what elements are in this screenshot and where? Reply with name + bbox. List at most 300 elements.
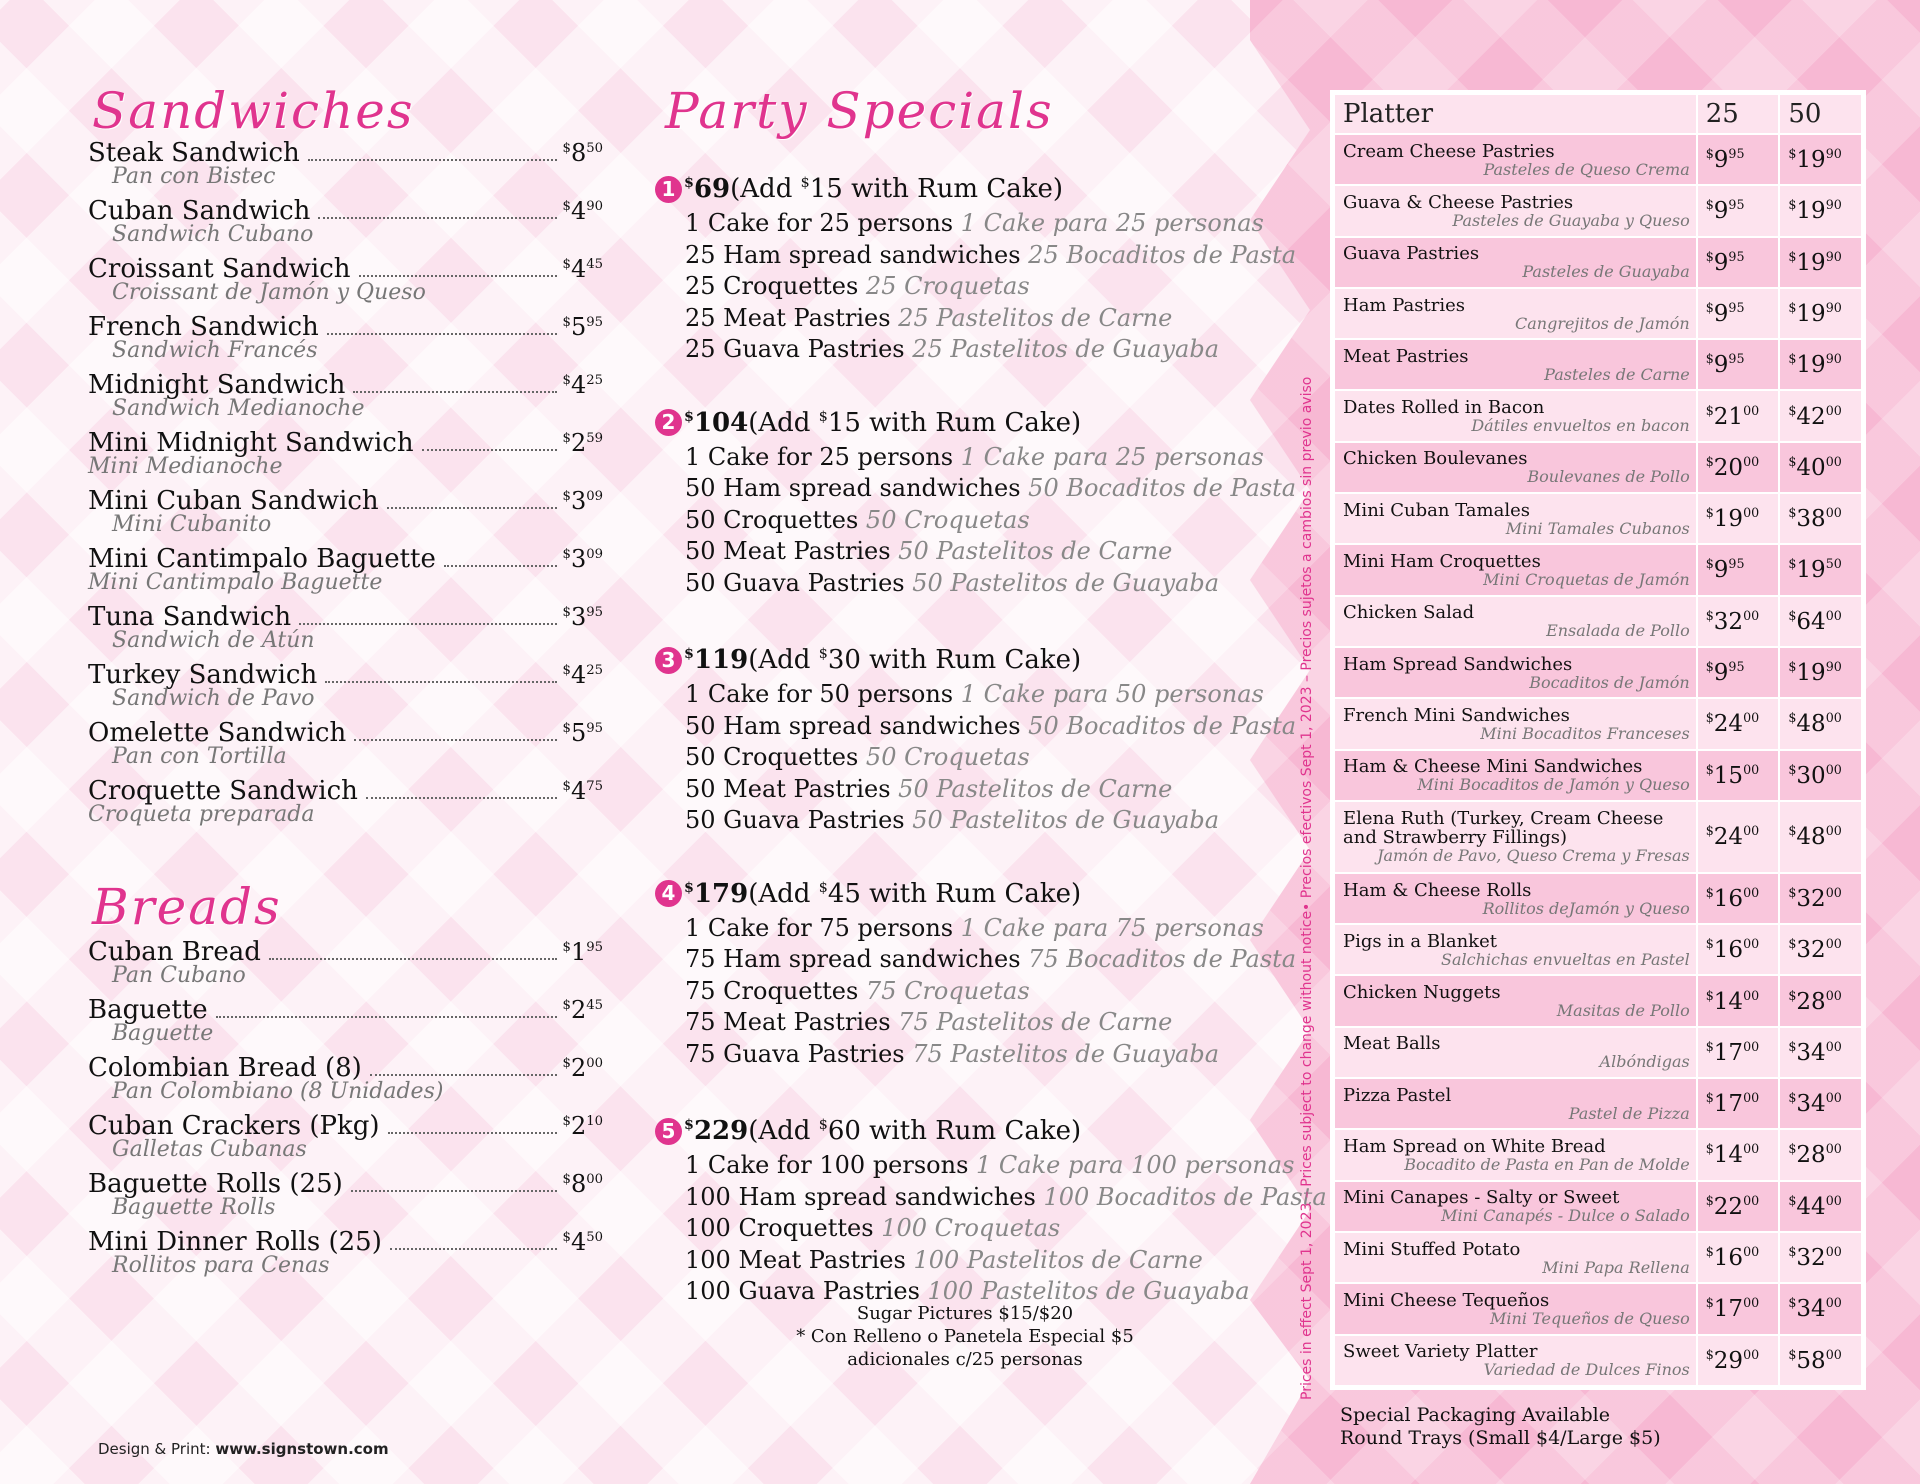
- platter-item-subtitle: Mini Canapés - Dulce o Salado: [1441, 1206, 1690, 1226]
- platter-row: [1334, 134, 1862, 185]
- special-heading: [655, 170, 1275, 208]
- platter-header-25: 25: [1697, 94, 1780, 134]
- platter-price-25: [1697, 1078, 1780, 1129]
- special-line: 100 Ham spread sandwiches 100 Bocaditos de Pasta: [685, 1182, 1327, 1211]
- price-value: $^{\$}64^{00}$: [1788, 607, 1842, 635]
- platter-item-name: Chicken Boulevanes: [1343, 448, 1528, 470]
- party-special: [655, 1112, 1327, 1308]
- footnote-line: * Con Relleno o Panetela Especial $5: [796, 1326, 1134, 1347]
- platter-item-subtitle: Bocadito de Pasta en Pan de Molde: [1404, 1154, 1690, 1174]
- price-value: $^{\$}9^{95}$: [1705, 146, 1745, 174]
- party-special: [655, 404, 1297, 600]
- dotted-leader: [325, 680, 556, 683]
- price-value: $^{\$}40^{00}$: [1788, 454, 1842, 481]
- menu-item-subtitle: Sandwich Cubano: [112, 222, 314, 247]
- platter-item-name: Chicken Nuggets: [1343, 982, 1501, 1004]
- price-notice: Prices in effect Sept 1, 2023 – Prices subject to change without notice• Precios efectivos Sept 1, 2023 – Precios sujetos a cambios sin previo aviso: [1299, 376, 1315, 1400]
- platter-item: [1334, 1027, 1697, 1078]
- platter-price-50: [1779, 1129, 1862, 1180]
- platter-header-50: 50: [1779, 94, 1862, 134]
- special-price: $119: [684, 645, 749, 675]
- party-special: [655, 875, 1297, 1071]
- special-line-spanish: 1 Cake para 75 personas: [960, 913, 1264, 942]
- menu-item-price: $^{\$}4^{75}$: [562, 777, 603, 805]
- price-value: $^{\$}32^{00}$: [1788, 1244, 1842, 1271]
- special-line: 25 Guava Pastries 25 Pastelitos de Guayaba: [685, 335, 1220, 363]
- platter-row: [1334, 924, 1862, 975]
- platter-item-name: Pizza Pastel: [1343, 1084, 1452, 1106]
- platter-item: [1334, 288, 1697, 339]
- platter-price-25: [1697, 1283, 1780, 1334]
- dotted-leader: [444, 564, 557, 567]
- platter-row: [1334, 339, 1862, 390]
- price-value: $^{\$}28^{00}$: [1788, 987, 1842, 1015]
- menu-item-name: Mini Cuban Sandwich: [88, 486, 379, 516]
- platter-price-50: [1779, 544, 1862, 595]
- menu-item-price: $^{\$}3^{09}$: [562, 487, 603, 515]
- special-line-spanish: 50 Pastelitos de Carne: [898, 537, 1173, 565]
- price-value: $^{\$}48^{00}$: [1788, 823, 1842, 851]
- special-line: 50 Meat Pastries 50 Pastelitos de Carne: [685, 774, 1173, 803]
- platter-item-name: Meat Pastries: [1343, 345, 1469, 367]
- platter-item-name: Guava Pastries: [1343, 243, 1480, 265]
- platter-item: [1334, 185, 1697, 236]
- platter-item-name: Guava & Cheese Pastries: [1343, 191, 1574, 213]
- price-value: $^{\$}34^{00}$: [1788, 1090, 1842, 1118]
- platter-price-50: [1779, 1027, 1862, 1078]
- menu-item-name: Turkey Sandwich: [88, 660, 318, 690]
- menu-item-subtitle: Mini Cubanito: [112, 512, 272, 537]
- menu-item: [88, 544, 603, 602]
- special-line: 50 Meat Pastries 50 Pastelitos de Carne: [685, 537, 1173, 565]
- platter-item: [1334, 390, 1697, 441]
- platter-price-50: [1779, 750, 1862, 801]
- menu-item-price: $^{\$}1^{95}$: [562, 938, 603, 966]
- menu-item-subtitle: Croqueta preparada: [88, 802, 315, 827]
- platter-header-row: [1334, 94, 1862, 134]
- special-line-spanish: 25 Bocaditos de Pasta: [1028, 240, 1297, 269]
- breads-title: Breads: [92, 878, 282, 936]
- platter-item-subtitle: Mini Bocaditos Franceses: [1480, 723, 1690, 743]
- price-value: $^{\$}44^{00}$: [1788, 1192, 1842, 1220]
- platter-price-25: [1697, 1181, 1780, 1232]
- menu-item-name: Tuna Sandwich: [88, 602, 292, 632]
- platter-row: [1334, 237, 1862, 288]
- platter-price-50: [1779, 442, 1862, 493]
- menu-item: [88, 370, 603, 428]
- menu-item-subtitle: Rollitos para Cenas: [112, 1253, 330, 1278]
- special-line-spanish: 75 Bocaditos de Pasta: [1028, 945, 1297, 973]
- footnote-line: adicionales c/25 personas: [847, 1349, 1083, 1370]
- platter-price-50: [1779, 1283, 1862, 1334]
- price-value: $^{\$}42^{00}$: [1788, 402, 1842, 430]
- platter-item: [1334, 1335, 1697, 1386]
- menu-item-price: $^{\$}8^{00}$: [562, 1170, 603, 1198]
- price-value: $^{\$}22^{00}$: [1705, 1192, 1760, 1220]
- menu-item-name: Midnight Sandwich: [88, 370, 346, 400]
- menu-item-price: $^{\$}2^{00}$: [562, 1054, 603, 1082]
- menu-item-subtitle: Sandwich de Atún: [112, 628, 315, 653]
- menu-item-price: $^{\$}4^{50}$: [562, 1228, 603, 1256]
- special-line-spanish: 1 Cake para 25 personas: [960, 442, 1264, 471]
- menu-item-name: Croquette Sandwich: [88, 776, 358, 806]
- dotted-leader: [353, 390, 556, 393]
- dotted-leader: [422, 448, 557, 451]
- special-line-spanish: 50 Pastelitos de Carne: [898, 774, 1173, 803]
- price-value: $^{\$}34^{00}$: [1788, 1038, 1842, 1066]
- menu-item-name: Cuban Sandwich: [88, 196, 311, 226]
- platter-item-name: Ham Spread on White Bread: [1343, 1135, 1606, 1157]
- sandwiches-list: [88, 138, 603, 834]
- price-value: $^{\$}19^{90}$: [1788, 351, 1842, 379]
- special-rum-cake-addon: (Add $45 with Rum Cake): [748, 878, 1082, 909]
- packaging-line: Round Trays (Small $4/Large $5): [1340, 1427, 1661, 1449]
- special-line-spanish: 100 Croquetas: [881, 1214, 1061, 1242]
- platter-price-50: [1779, 873, 1862, 924]
- price-value: $^{\$}29^{00}$: [1705, 1346, 1760, 1374]
- special-number-badge: 3: [655, 647, 682, 674]
- platter-price-50: [1779, 1335, 1862, 1386]
- menu-item-subtitle: Sandwich Francés: [112, 338, 318, 363]
- menu-item: [88, 1053, 603, 1111]
- platter-item-subtitle: Mini Tamales Cubanos: [1505, 518, 1690, 538]
- menu-item-price: $^{\$}5^{95}$: [562, 313, 603, 341]
- special-line: 50 Guava Pastries 50 Pastelitos de Guayaba: [685, 568, 1220, 597]
- special-line: 100 Croquettes 100 Croquetas: [685, 1214, 1061, 1242]
- party-special: [655, 170, 1297, 366]
- menu-item-price: $^{\$}2^{59}$: [562, 429, 603, 457]
- menu-item: [88, 718, 603, 776]
- special-price: $179: [684, 878, 749, 909]
- dotted-leader: [351, 1189, 557, 1192]
- special-line: 75 Guava Pastries 75 Pastelitos de Guayaba: [685, 1039, 1220, 1068]
- platter-item: [1334, 647, 1697, 698]
- platter-price-25: [1697, 750, 1780, 801]
- platter-price-25: [1697, 1027, 1780, 1078]
- platter-row: [1334, 647, 1862, 698]
- platter-row: [1334, 596, 1862, 647]
- platter-item-subtitle: Cangrejitos de Jamón: [1514, 313, 1690, 333]
- menu-item: [88, 602, 603, 660]
- price-value: $^{\$}48^{00}$: [1788, 710, 1842, 738]
- platter-item-name: Pigs in a Blanket: [1343, 930, 1497, 952]
- special-line-spanish: 50 Pastelitos de Guayaba: [912, 568, 1220, 597]
- special-line-spanish: 1 Cake para 50 personas: [960, 680, 1264, 708]
- platter-row: [1334, 1129, 1862, 1180]
- platter-item-name: Mini Cuban Tamales: [1343, 499, 1530, 521]
- platter-price-50: [1779, 596, 1862, 647]
- platter-price-25: [1697, 1129, 1780, 1180]
- platter-row: [1334, 873, 1862, 924]
- price-value: $^{\$}24^{00}$: [1705, 823, 1760, 851]
- design-credit: [98, 1440, 389, 1458]
- platter-item: [1334, 801, 1697, 873]
- menu-item-subtitle: Sandwich Medianoche: [112, 396, 365, 421]
- menu-item: [88, 428, 603, 486]
- price-value: $^{\$}9^{95}$: [1705, 556, 1745, 584]
- platter-item-subtitle: Pastel de Pizza: [1568, 1103, 1690, 1123]
- party-specials-title: Party Specials: [665, 82, 1054, 140]
- platter-item-subtitle: Mini Croquetas de Jamón: [1483, 570, 1690, 590]
- special-line-spanish: 1 Cake para 100 personas: [976, 1151, 1295, 1179]
- platter-price-50: [1779, 1078, 1862, 1129]
- platter-item-name: French Mini Sandwiches: [1343, 704, 1570, 726]
- platter-price-25: [1697, 975, 1780, 1026]
- menu-item: [88, 937, 603, 995]
- platter-price-25: [1697, 442, 1780, 493]
- price-value: $^{\$}19^{50}$: [1788, 556, 1842, 584]
- platter-price-50: [1779, 801, 1862, 873]
- special-line: 1 Cake for 50 persons 1 Cake para 50 personas: [685, 680, 1264, 708]
- platter-item-subtitle: Mini Tequeños de Queso: [1490, 1308, 1690, 1328]
- menu-item-name: Steak Sandwich: [88, 138, 300, 168]
- price-value: $^{\$}24^{00}$: [1705, 710, 1760, 738]
- platter-item-name: Elena Ruth (Turkey, Cream Cheese and Strawberry Fillings): [1343, 808, 1664, 849]
- platter-price-50: [1779, 1232, 1862, 1283]
- menu-item: [88, 196, 603, 254]
- special-line: 50 Ham spread sandwiches 50 Bocaditos de Pasta: [685, 474, 1297, 502]
- platter-item-subtitle: Pasteles de Guayaba: [1522, 262, 1690, 282]
- special-line-spanish: 1 Cake para 25 personas: [960, 209, 1264, 237]
- dotted-leader: [354, 738, 556, 741]
- platter-item-subtitle: Mini Papa Rellena: [1542, 1257, 1690, 1277]
- menu-item-price: $^{\$}4^{25}$: [562, 371, 603, 399]
- price-value: $^{\$}9^{95}$: [1705, 300, 1745, 327]
- platter-row: [1334, 1181, 1862, 1232]
- platter-item-subtitle: Jamón de Pavo, Queso Crema y Fresas: [1377, 846, 1690, 866]
- special-number-badge: 4: [655, 880, 682, 907]
- menu-item-subtitle: Pan con Tortilla: [112, 744, 287, 769]
- platter-price-25: [1697, 134, 1780, 185]
- platter-price-50: [1779, 647, 1862, 698]
- menu-item-name: Mini Midnight Sandwich: [88, 428, 414, 458]
- menu-item-price: $^{\$}2^{10}$: [562, 1112, 603, 1140]
- platter-item-subtitle: Masitas de Pollo: [1556, 1001, 1690, 1021]
- platter-item-name: Sweet Variety Platter: [1343, 1341, 1538, 1363]
- platter-item: [1334, 750, 1697, 801]
- platter-row: [1334, 1335, 1862, 1386]
- platter-item-subtitle: Mini Bocaditos de Jamón y Queso: [1417, 775, 1690, 795]
- menu-item-subtitle: Pan Cubano: [112, 963, 246, 988]
- special-line-spanish: 50 Bocaditos de Pasta: [1028, 711, 1297, 740]
- packaging-line: Special Packaging Available: [1340, 1404, 1610, 1426]
- dotted-leader: [269, 957, 557, 960]
- dotted-leader: [390, 1247, 557, 1250]
- platter-price-25: [1697, 544, 1780, 595]
- platter-item: [1334, 596, 1697, 647]
- platter-item-subtitle: Pasteles de Carne: [1544, 364, 1690, 384]
- special-rum-cake-addon: (Add $30 with Rum Cake): [748, 645, 1082, 675]
- menu-item-subtitle: Mini Medianoche: [88, 454, 283, 479]
- price-value: $^{\$}14^{00}$: [1705, 987, 1760, 1015]
- special-line-spanish: 75 Croquetas: [865, 976, 1030, 1005]
- platter-item: [1334, 1283, 1697, 1334]
- platter-item-name: Meat Balls: [1343, 1033, 1441, 1055]
- special-line: 75 Croquettes 75 Croquetas: [685, 976, 1030, 1005]
- special-number-badge: 2: [655, 409, 682, 436]
- platter-item: [1334, 873, 1697, 924]
- special-number-badge: 5: [655, 1118, 682, 1145]
- platter-price-25: [1697, 1232, 1780, 1283]
- menu-item: [88, 660, 603, 718]
- price-value: $^{\$}58^{00}$: [1788, 1346, 1842, 1374]
- price-value: $^{\$}34^{00}$: [1788, 1295, 1842, 1323]
- price-value: $^{\$}20^{00}$: [1705, 454, 1760, 481]
- menu-item-name: French Sandwich: [88, 312, 319, 342]
- platter-item-name: Ham Pastries: [1343, 294, 1465, 316]
- platter-price-25: [1697, 647, 1780, 698]
- platter-item-name: Ham & Cheese Mini Sandwiches: [1343, 756, 1643, 778]
- price-value: $^{\$}19^{90}$: [1788, 248, 1842, 276]
- menu-item-name: Baguette Rolls (25): [88, 1169, 343, 1199]
- menu-item-name: Mini Cantimpalo Baguette: [88, 544, 436, 574]
- platter-price-50: [1779, 1181, 1862, 1232]
- platter-price-50: [1779, 237, 1862, 288]
- special-line-spanish: 100 Bocaditos de Pasta: [1043, 1182, 1327, 1211]
- menu-item-name: Cuban Crackers (Pkg): [88, 1111, 380, 1141]
- special-line: 100 Meat Pastries 100 Pastelitos de Carne: [685, 1245, 1203, 1274]
- menu-item-subtitle: Sandwich de Pavo: [112, 686, 315, 711]
- platter-price-50: [1779, 134, 1862, 185]
- menu-item-name: Cuban Bread: [88, 937, 261, 967]
- platter-item: [1334, 1078, 1697, 1129]
- price-value: $^{\$}9^{95}$: [1705, 248, 1745, 276]
- platter-price-25: [1697, 596, 1780, 647]
- platter-item-subtitle: Boulevanes de Pollo: [1527, 467, 1690, 487]
- menu-item: [88, 1111, 603, 1169]
- price-value: $^{\$}21^{00}$: [1705, 402, 1760, 430]
- menu-item-name: Croissant Sandwich: [88, 254, 351, 284]
- dotted-leader: [318, 216, 556, 219]
- platter-item: [1334, 924, 1697, 975]
- platter-header: Platter: [1334, 94, 1697, 134]
- menu-item-name: Omelette Sandwich: [88, 718, 347, 748]
- platter-item: [1334, 975, 1697, 1026]
- platter-item: [1334, 134, 1697, 185]
- menu-item-subtitle: Baguette: [112, 1021, 214, 1046]
- menu-item-subtitle: Baguette Rolls: [112, 1195, 276, 1220]
- special-heading: [655, 875, 1275, 913]
- platter-price-50: [1779, 924, 1862, 975]
- special-heading: [655, 1112, 1275, 1150]
- special-line: 25 Ham spread sandwiches 25 Bocaditos de Pasta: [685, 240, 1297, 269]
- price-value: $^{\$}14^{00}$: [1705, 1141, 1760, 1169]
- special-line-spanish: 75 Pastelitos de Carne: [898, 1008, 1173, 1036]
- platter-price-25: [1697, 288, 1780, 339]
- platter-item-name: Ham Spread Sandwiches: [1343, 653, 1573, 675]
- platter-price-25: [1697, 185, 1780, 236]
- special-rum-cake-addon: (Add $15 with Rum Cake): [730, 174, 1064, 204]
- footnote-line: Sugar Pictures $15/$20: [856, 1303, 1074, 1324]
- menu-item-name: Mini Dinner Rolls (25): [88, 1227, 382, 1257]
- platter-row: [1334, 1027, 1862, 1078]
- price-value: $^{\$}19^{90}$: [1788, 659, 1842, 687]
- platter-item: [1334, 544, 1697, 595]
- menu-item-subtitle: Galletas Cubanas: [112, 1137, 307, 1162]
- special-line: 1 Cake for 100 persons 1 Cake para 100 personas: [685, 1151, 1295, 1179]
- party-special: [655, 641, 1297, 837]
- platter-item: [1334, 1181, 1697, 1232]
- price-value: $^{\$}17^{00}$: [1705, 1295, 1760, 1323]
- price-value: $^{\$}32^{00}$: [1788, 936, 1842, 964]
- platter-table: [1333, 93, 1863, 1387]
- dotted-leader: [388, 1131, 557, 1134]
- price-value: $^{\$}28^{00}$: [1788, 1141, 1842, 1169]
- special-line-spanish: 25 Pastelitos de Carne: [898, 303, 1173, 332]
- sandwiches-title: Sandwiches: [92, 82, 415, 140]
- special-line-spanish: 50 Bocaditos de Pasta: [1028, 474, 1297, 502]
- packaging-note: [1340, 1404, 1661, 1450]
- platter-price-25: [1697, 873, 1780, 924]
- platter-item-name: Ham & Cheese Rolls: [1343, 879, 1532, 901]
- platter-row: [1334, 1078, 1862, 1129]
- special-price: $69: [684, 174, 731, 204]
- price-value: $^{\$}19^{90}$: [1788, 197, 1842, 225]
- platter-row: [1334, 975, 1862, 1026]
- special-line: 25 Meat Pastries 25 Pastelitos de Carne: [685, 303, 1173, 332]
- platter-item-subtitle: Salchichas envueltas en Pastel: [1440, 949, 1690, 969]
- platter-item-name: Chicken Salad: [1343, 602, 1475, 624]
- dotted-leader: [216, 1015, 557, 1018]
- menu-item-price: $^{\$}4^{90}$: [562, 197, 603, 225]
- platter-item-subtitle: Pasteles de Guayaba y Queso: [1452, 210, 1690, 230]
- menu-item: [88, 312, 603, 370]
- platter-row: [1334, 442, 1862, 493]
- dotted-leader: [370, 1073, 557, 1076]
- platter-row: [1334, 390, 1862, 441]
- platter-row: [1334, 1283, 1862, 1334]
- platter-row: [1334, 1232, 1862, 1283]
- platter-item-name: Cream Cheese Pastries: [1343, 140, 1555, 162]
- menu-item: [88, 776, 603, 834]
- menu-item-subtitle: Mini Cantimpalo Baguette: [88, 570, 383, 595]
- special-rum-cake-addon: (Add $60 with Rum Cake): [748, 1116, 1082, 1146]
- platter-row: [1334, 801, 1862, 873]
- menu-item: [88, 1169, 603, 1227]
- platter-row: [1334, 185, 1862, 236]
- special-line-spanish: 50 Croquetas: [865, 505, 1030, 534]
- dotted-leader: [387, 506, 557, 509]
- platter-price-50: [1779, 390, 1862, 441]
- special-line: 75 Meat Pastries 75 Pastelitos de Carne: [685, 1008, 1173, 1036]
- special-line: 50 Croquettes 50 Croquetas: [685, 743, 1030, 771]
- platter-item-subtitle: Rollitos deJamón y Queso: [1482, 898, 1690, 918]
- platter-item-subtitle: Pasteles de Queso Crema: [1483, 159, 1690, 179]
- special-rum-cake-addon: (Add $15 with Rum Cake): [748, 407, 1082, 438]
- price-value: $^{\$}16^{00}$: [1705, 1244, 1760, 1271]
- menu-item-subtitle: Pan con Bistec: [112, 164, 276, 189]
- dotted-leader: [299, 622, 556, 625]
- platter-item-name: Mini Cheese Tequeños: [1343, 1289, 1550, 1311]
- platter-price-50: [1779, 493, 1862, 544]
- price-value: $^{\$}9^{95}$: [1705, 351, 1745, 379]
- dotted-leader: [308, 158, 557, 161]
- platter-item: [1334, 1232, 1697, 1283]
- price-value: $^{\$}30^{00}$: [1788, 761, 1842, 789]
- special-line-spanish: 25 Pastelitos de Guayaba: [912, 335, 1220, 363]
- platter-item-name: Mini Ham Croquettes: [1343, 551, 1541, 573]
- party-footnote: [760, 1302, 1170, 1371]
- platter-item: [1334, 698, 1697, 749]
- platter-item-subtitle: Dátiles envueltos en bacon: [1471, 416, 1690, 436]
- menu-item-name: Colombian Bread (8): [88, 1053, 362, 1083]
- price-value: $^{\$}9^{95}$: [1705, 197, 1745, 225]
- price-value: $^{\$}19^{00}$: [1705, 505, 1760, 533]
- platter-item-subtitle: Bocaditos de Jamón: [1529, 672, 1690, 692]
- platter-price-50: [1779, 288, 1862, 339]
- special-line: 50 Ham spread sandwiches 50 Bocaditos de Pasta: [685, 711, 1297, 740]
- platter-price-25: [1697, 493, 1780, 544]
